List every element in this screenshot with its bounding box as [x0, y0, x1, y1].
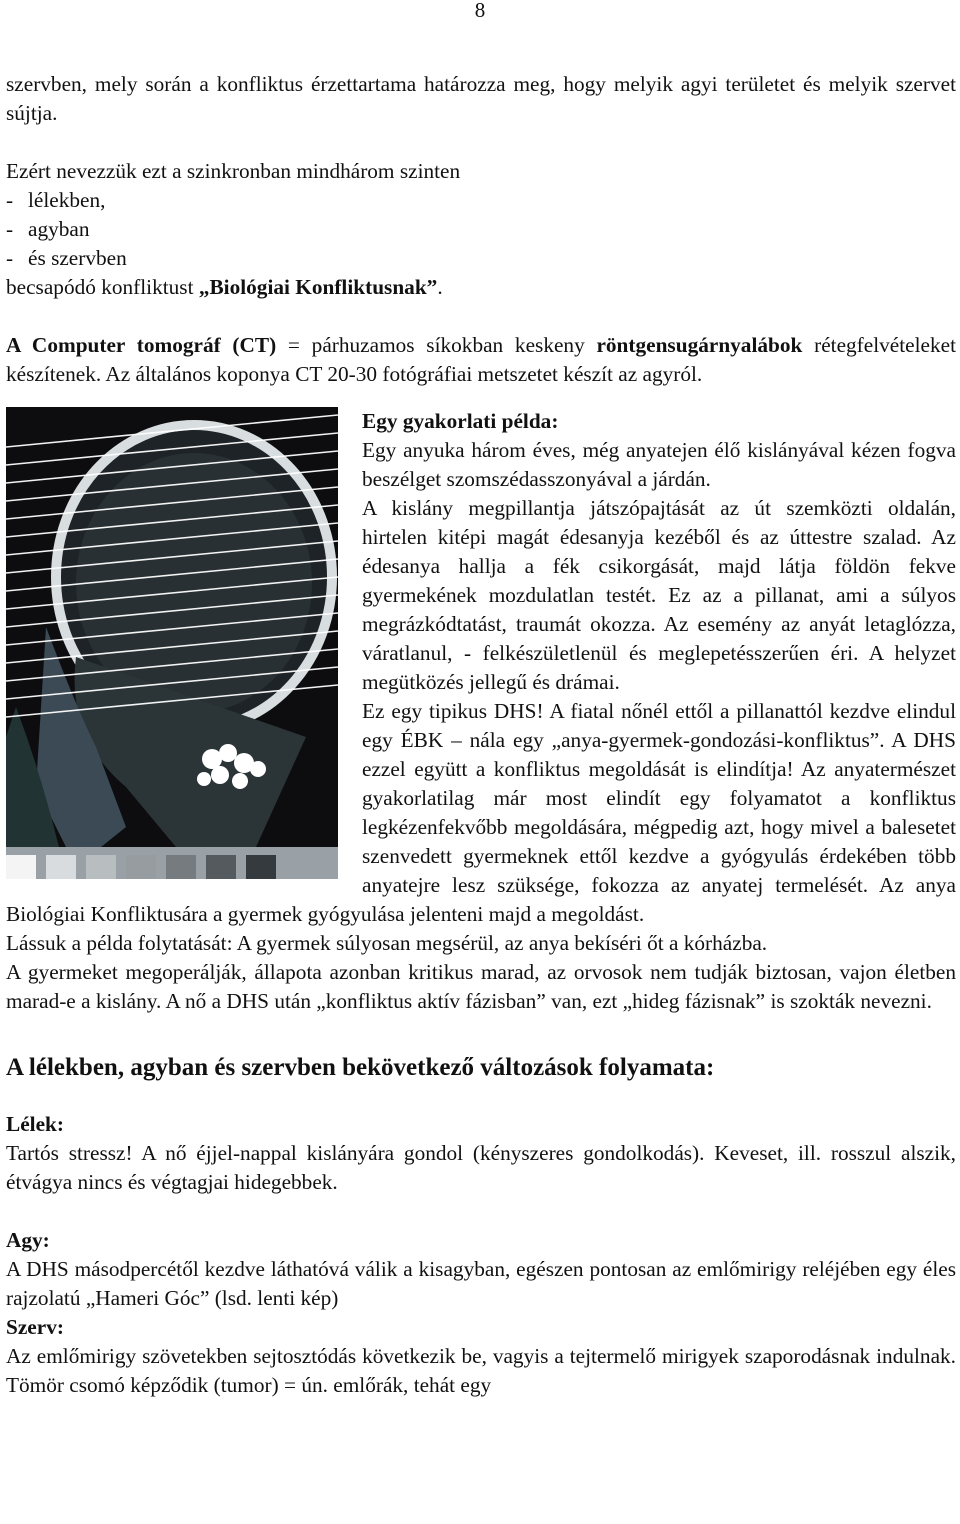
page-number: 8	[474, 0, 486, 22]
list-item: - lélekben,	[6, 188, 106, 212]
agy-label: Agy:	[6, 1228, 50, 1252]
agy-text: A DHS másodpercétől kezdve láthatóvá válik a kisagyban, egészen pontosan az emlőmirigy reléjében egy éles rajzolatú „Hameri Góc” (lsd. lenti kép)	[6, 1257, 956, 1310]
paragraph-2-end: becsapódó konfliktust „Biológiai Konfliktusnak”.	[6, 275, 443, 299]
szerv-label: Szerv:	[6, 1315, 64, 1339]
section-heading: A lélekben, agyban és szervben bekövetkező változások folyamata:	[6, 1054, 715, 1081]
paragraph-5: A gyermeket megoperálják, állapota azonban kritikus marad, az orvosok nem tudják biztosan, vajon életben marad-e a kislány. A nő a DHS után „konfliktus aktív fázisban” van, ezt „hideg fázisnak” is szokták nevezni.	[6, 960, 956, 1013]
levels-list	[6, 186, 956, 273]
lelek-text: Tartós stressz! A nő éjjel-nappal kislányára gondol (kényszeres gondolkodás). Keveset, ill. rosszul alszik, étvágya nincs és végtagjai hidegebbek.	[6, 1141, 956, 1194]
list-item: - agyban	[6, 217, 90, 241]
example-title: Egy gyakorlati példa:	[362, 409, 559, 433]
example-paragraph-2: A kislány megpillantja játszópajtását az út szemközti oldalán, hirtelen kitépi magát édesanyja kezéből és az úttestre szalad. Az édesanya hallja a fék csikorgását, majd látja földön fekve gyermekének mozdulatlan testét. Ez az a pillanat, ami a súlyos megrázkódtatást, traumát okozza. Az esemény az anyát letaglózza, váratlanul, - felkészületlenül és meglepetésszerűen éri. A helyzet megütközés jellegű és drámai.	[362, 496, 956, 694]
lelek-label: Lélek:	[6, 1112, 64, 1136]
szerv-text: Az emlőmirigy szövetekben sejtosztódás következik be, vagyis a tejtermelő mirigyek szaporodásnak indulnak. Tömör csomó képződik (tumor) = ún. emlőrák, tehát egy	[6, 1344, 956, 1397]
example-paragraph-1: Egy anyuka három éves, még anyatejen élő kislányával kézen fogva beszélget szomszédasszonyával a járdán.	[362, 438, 956, 491]
skull-xray-icon	[6, 407, 338, 879]
paragraph-ct: A Computer tomográf (CT) = párhuzamos síkokban keskeny röntgensugárnyalábok rétegfelvételeket készítenek. Az általános koponya CT 20-30 fotógráfiai metszetet készít az agyról.	[6, 333, 956, 386]
paragraph-1: szervben, mely során a konfliktus érzettartama határozza meg, hogy melyik agyi területet és melyik szervet sújtja.	[6, 72, 956, 125]
document-page	[6, 0, 956, 1400]
list-item: - és szervben	[6, 246, 127, 270]
ct-skull-image	[6, 407, 338, 879]
paragraph-4: Lássuk a példa folytatását: A gyermek súlyosan megsérül, az anya bekíséri őt a kórházba.	[6, 931, 768, 955]
example-paragraph-3: Ez egy tipikus DHS! A fiatal nőnél ettől a pillanattól kezdve elindul egy ÉBK – nála egy „anya-gyermek-gondozási-konfliktus”. A DHS ezzel együtt a konfliktus megoldását is elindítja! Az anyatermészet gyakorlatilag már most elindít egy folyamatot a konfliktus legkézenfekvőbb megoldására, mégpedig azt, hogy mivel a balesetet szenvedett gyermeknek ettől kezdve a gyógyulás érdekében több anyatejre lesz szüksége, fokozza az anyatej termelését. Az anya Biológiai Konfliktusára a gyermek gyógyulása jelenteni majd a megoldást.	[6, 699, 956, 926]
paragraph-2-intro: Ezért nevezzük ezt a szinkronban mindhárom szinten	[6, 159, 461, 183]
